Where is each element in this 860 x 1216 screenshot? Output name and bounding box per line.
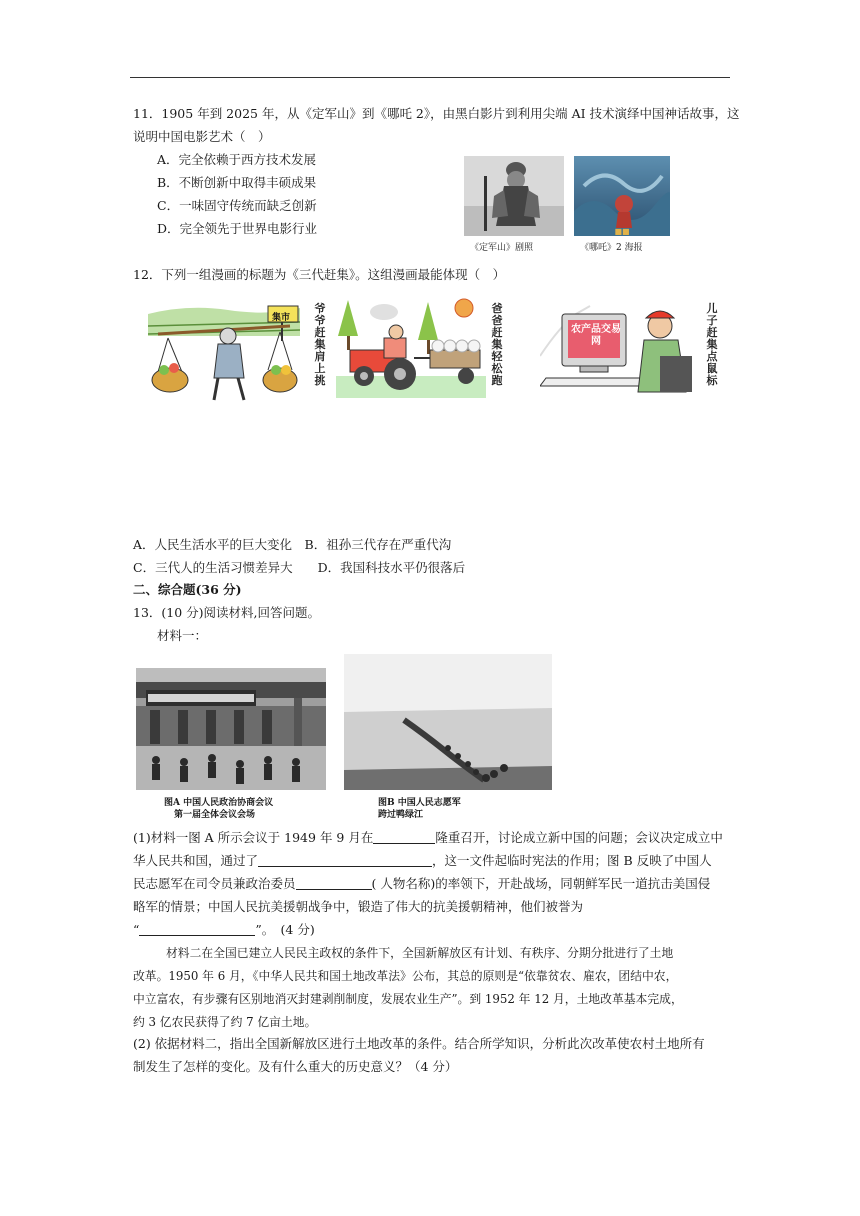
q12-options-row2: C．三代人的生活习惯差异大 D．我国科技水平仍很落后 (133, 560, 466, 575)
q13-p2-line1: (2) 依据材料二，指出全国新解放区进行土地改革的条件。结合所学知识，分析此次改革使农村土地所有 (133, 1036, 705, 1051)
dingjunshan-still-image (464, 156, 564, 236)
cartoon1-sign: 集市 (272, 313, 291, 323)
q12-stem: 12．下列一组漫画的标题为《三代赶集》。这组漫画最能体现（ ） (133, 267, 506, 282)
q13-material2-line4: 约 3 亿农民获得了约 7 亿亩土地。 (133, 1015, 317, 1029)
q13-p1-line3-b: ( 人物名称)的率领下，开赴战场，同朝鲜军民一道抗击美国侵 (371, 876, 711, 891)
q13-p1-line2 (133, 852, 712, 870)
q13-p1-line5-a: “ (133, 922, 140, 937)
q13-p1-line3 (133, 875, 710, 893)
q11-option-d: D．完全领先于世界电影行业 (157, 221, 318, 236)
q13-p1-line2-b: ，这一文件起临时宪法的作用；图 B 反映了中国人 (432, 853, 712, 868)
cartoon3-label: 儿子赶集点鼠标 (706, 302, 718, 387)
q11-stem-line1: 11．1905 年到 2025 年，从《定军山》到《哪吒 2》，由黑白影片到利用尖端 AI 技术演绎中国神话故事，这 (133, 106, 740, 121)
header-rule (130, 77, 730, 78)
q13-p1-line1-a: (1)材料一图 A 所示会议于 1949 年 9 月在 (133, 830, 374, 845)
q11-option-c: C．一味固守传统而缺乏创新 (157, 198, 317, 213)
figA-caption-line1: 图A 中国人民政治协商会议 (164, 798, 274, 808)
q13-p1-line5-b: ”。 (4 分) (255, 922, 315, 937)
cppcc-meeting-photo (136, 668, 326, 790)
q13-p1-line1 (133, 829, 723, 847)
blank-meeting-place[interactable] (373, 830, 435, 844)
q13-stem: 13．(10 分)阅读材料,回答问题。 (133, 605, 321, 620)
volunteers-crossing-yalu-photo (344, 654, 552, 790)
figA-caption-line2: 第一届全体会议会场 (174, 810, 256, 820)
q13-material2-line1: 材料二在全国已建立人民民主政权的条件下，全国新解放区有计划、有秩序、分期分批进行了土地 (166, 946, 674, 960)
figB-caption-line1: 图B 中国人民志愿军 (378, 798, 461, 808)
q13-p1-line3-a: 民志愿军在司令员兼政治委员 (133, 876, 296, 891)
father-tractor-cartoon (336, 296, 486, 398)
blank-commander-name[interactable] (296, 876, 372, 890)
q13-material2-line2: 改革。1950 年 6 月，《中华人民共和国土地改革法》公布，其总的原则是“依靠贫农、雇农，团结中农， (133, 969, 678, 983)
q13-p2-line2: 制发生了怎样的变化。及有什么重大的历史意义？（4 分） (133, 1059, 458, 1074)
figB-caption-line2: 跨过鸭绿江 (378, 810, 424, 820)
q13-p1-line4: 略军的情景；中国人民抗美援朝战争中，锻造了伟大的抗美援朝精神，他们被誉为 (133, 899, 584, 914)
dingjunshan-caption: 《定军山》剧照 (470, 243, 534, 253)
q13-p1-line1-b: 隆重召开，讨论成立新中国的问题；会议决定成立中 (435, 830, 723, 845)
q13-material1-label: 材料一： (157, 628, 208, 643)
nezha2-caption: 《哪吒》2 海报 (580, 243, 643, 253)
q11-stem-line2: 说明中国电影艺术（ ） (133, 129, 271, 144)
nezha2-poster-image (574, 156, 670, 236)
blank-honorific-title[interactable] (139, 922, 255, 936)
q13-material2-line3: 中立富农，有步骤有区别地消灭封建剥削制度，发展农业生产”。到 1952 年 12 月，土地改革基本完成， (133, 992, 683, 1006)
cartoon2-label: 爸爸赶集轻松跑 (491, 302, 503, 387)
cartoon1-label: 爷爷赶集肩上挑 (314, 302, 326, 387)
q12-options-row1: A．人民生活水平的巨大变化 B．祖孙三代存在严重代沟 (133, 537, 452, 552)
blank-document-name[interactable] (258, 853, 432, 867)
section2-title: 二、综合题(36 分) (133, 582, 242, 597)
q13-p1-line5 (133, 921, 315, 939)
cartoon3-screen-text: 农产品交易网 (571, 324, 621, 347)
q13-p1-line2-a: 华人民共和国，通过了 (133, 853, 259, 868)
q11-option-a: A．完全依赖于西方技术发展 (157, 152, 317, 167)
q11-option-b: B．不断创新中取得丰硕成果 (157, 175, 317, 190)
svg-text:■■: ■■ (614, 227, 630, 236)
